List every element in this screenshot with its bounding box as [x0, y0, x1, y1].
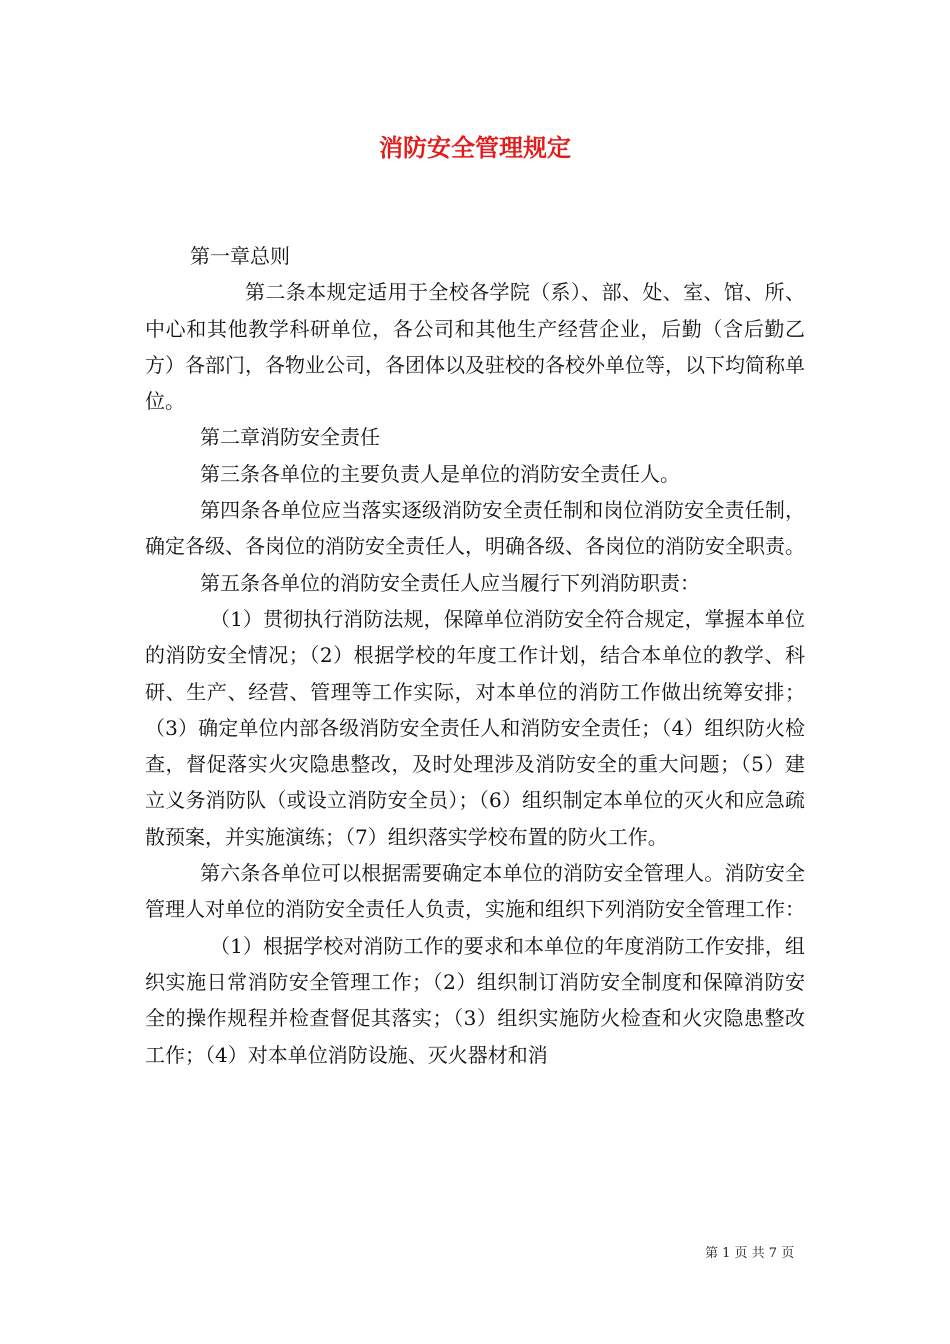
paragraph: 第六条各单位可以根据需要确定本单位的消防安全管理人。消防安全管理人对单位的消防安全责任人负责，实施和组织下列消防安全管理工作：: [145, 861, 805, 922]
paragraph: 第二条本规定适用于全校各学院（系）、部、处、室、馆、所、中心和其他教学科研单位，各公司和其他生产经营企业，后勤（含后勤乙方）各部门，各物业公司，各团体以及驻校的各校外单位等，以下均简称单位。: [145, 280, 805, 414]
paragraph: （1）根据学校对消防工作的要求和本单位的年度消防工作安排，组织实施日常消防安全管理工作；（2）组织制订消防安全制度和保障消防安全的操作规程并检查督促其落实；（3）组织实施防火检查和火灾隐患整改工作；（4）对本单位消防设施、灭火器材和消: [145, 933, 805, 1067]
chapter-heading: 第二章消防安全责任: [200, 425, 380, 450]
paragraph: 第三条各单位的主要负责人是单位的消防安全责任人。: [200, 461, 680, 486]
document-title: 消防安全管理规定: [379, 133, 571, 162]
chapter-heading: 第一章总则: [190, 244, 290, 268]
page-number: 第 1 页 共 7 页: [705, 1246, 795, 1261]
paragraph: （1）贯彻执行消防法规，保障单位消防安全符合规定，掌握本单位的消防安全情况；（2）根据学校的年度工作计划，结合本单位的教学、科研、生产、经营、管理等工作实际，对本单位的消防工作做出统筹安排；（3）确定单位内部各级消防安全责任人和消防安全责任；（4）组织防火检查，督促落实火灾隐患整改，及时处理涉及消防安全的重大问题；（5）建立义务消防队（或设立消防安全员）；（6）组织制定本单位的灭火和应急疏散预案，并实施演练；（7）组织落实学校布置的防火工作。: [145, 606, 805, 849]
document-body: [145, 238, 805, 1073]
paragraph: 第五条各单位的消防安全责任人应当履行下列消防职责：: [200, 570, 700, 595]
paragraph: 第四条各单位应当落实逐级消防安全责任制和岗位消防安全责任制，确定各级、各岗位的消防安全责任人，明确各级、各岗位的消防安全职责。: [145, 498, 805, 559]
